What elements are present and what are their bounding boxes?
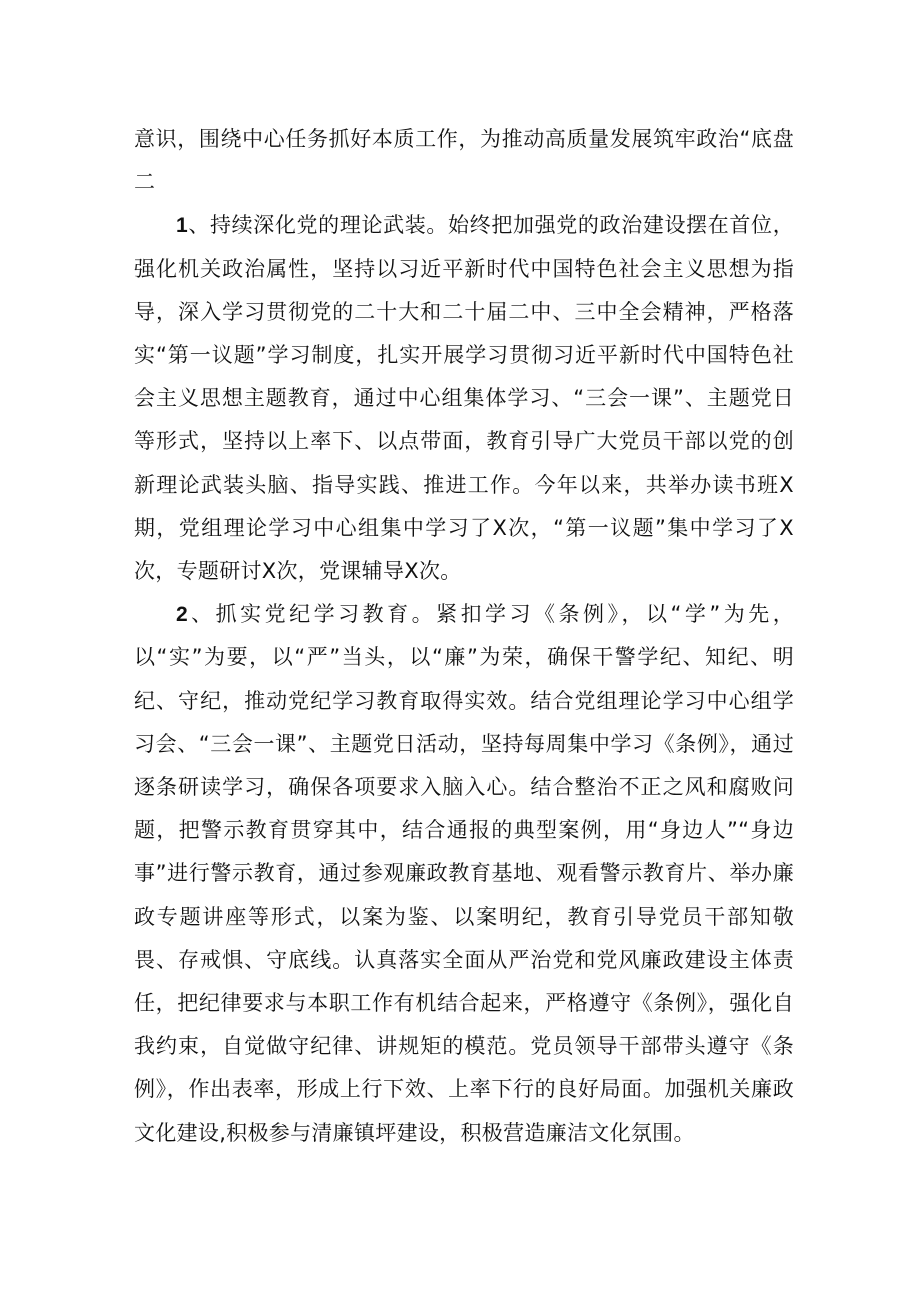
paragraph-number: 2 (176, 603, 188, 627)
paragraph-number: 1 (176, 214, 188, 238)
paragraph-discipline-education (134, 593, 794, 1155)
paragraph-theory-arming (134, 204, 794, 593)
paragraph-text: 、抓实党纪学习教育。紧扣学习《条例》，以“学”为先，以“实”为要，以“严”当头，以“廉”为荣，确保干警学纪、知纪、明纪、守纪，推动党纪学习教育取得实效。结合党组理论学习中心组学习会、“三会一课”、主题党日活动，坚持每周集中学习《条例》，通过逐条研读学习，确保各项要求入脑入心。结合整治不正之风和腐败问题，把警示教育贯穿其中，结合通报的典型案例，用“身边人”“身边事”进行警示教育，通过参观廉政教育基地、观看警示教育片、举办廉政专题讲座等形式，以案为鉴、以案明纪，教育引导党员干部知敬畏、存戒惧、守底线。认真落实全面从严治党和党风廉政建设主体责任，把纪律要求与本职工作有机结合起来，严格遵守《条例》，强化自我约束，自觉做守纪律、讲规矩的模范。党员领导干部带头遵守《条例》，作出表率，形成上行下效、上率下行的良好局面。加强机关廉政文化建设,积极参与清廉镇坪建设，积极营造廉洁文化氛围。 (134, 602, 794, 1145)
document-body (134, 118, 794, 1155)
paragraph-continuation (134, 118, 794, 204)
paragraph-text: 意识，围绕中心任务抓好本质工作，为推动高质量发展筑牢政治“底盘二 (134, 127, 794, 195)
paragraph-text: 、持续深化党的理论武装。始终把加强党的政治建设摆在首位，强化机关政治属性，坚持以习近平新时代中国特色社会主义思想为指导，深入学习贯彻党的二十大和二十届二中、三中全会精神，严格落实“第一议题”学习制度，扎实开展学习贯彻习近平新时代中国特色社会主义思想主题教育，通过中心组集体学习、“三会一课”、主题党日等形式，坚持以上率下、以点带面，教育引导广大党员干部以党的创新理论武装头脑、指导实践、推进工作。今年以来，共举办读书班X期，党组理论学习中心组集中学习了X次，“第一议题”集中学习了X次，专题研讨X次，党课辅导X次。 (134, 213, 794, 584)
